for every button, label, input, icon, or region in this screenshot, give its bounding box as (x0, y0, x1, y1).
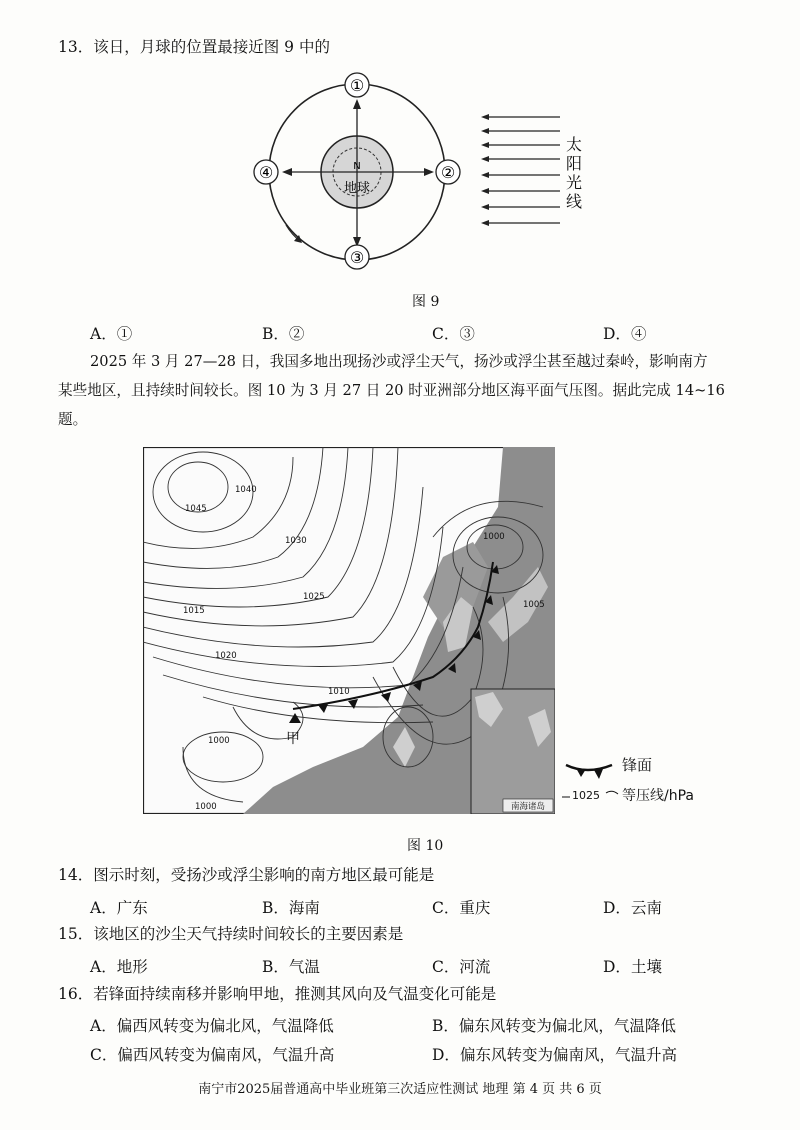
legend-front-label: 锋面 (622, 756, 653, 774)
q15-title: 15．该地区的沙尘天气持续时间较长的主要因素是 (58, 925, 404, 943)
isobar-label: 1045 (185, 504, 207, 514)
q14-option-d[interactable]: D．云南 (603, 899, 662, 917)
front-legend-icon (566, 765, 612, 770)
figure-10-caption: 图 10 (407, 838, 444, 854)
earth-label: 地球 (343, 181, 371, 196)
legend-isobar-label: 等压线/hPa (622, 788, 694, 804)
q15-option-d[interactable]: D．土壤 (603, 958, 662, 976)
legend-isobar-sample: 1025 (572, 789, 600, 802)
q16-option-b[interactable]: B．偏东风转变为偏北风，气温降低 (432, 1017, 676, 1035)
q15-option-a[interactable]: A．地形 (90, 958, 148, 976)
q13-option-a[interactable]: A．① (90, 325, 133, 343)
svg-text:④: ④ (258, 163, 274, 182)
position-2 (436, 160, 460, 184)
q16-title: 16．若锋面持续南移并影响甲地，推测其风向及气温变化可能是 (58, 985, 497, 1003)
q15-option-c[interactable]: C．河流 (432, 958, 491, 976)
intro-line-1: 2025 年 3 月 27—28 日，我国多地出现扬沙或浮尘天气，扬沙或浮尘甚至越过秦岭，影响南方 (90, 353, 708, 370)
q15-option-b[interactable]: B．气温 (262, 958, 320, 976)
intro-line-3: 题。 (58, 411, 88, 428)
arrow-right-icon (424, 168, 434, 176)
q14-option-a[interactable]: A．广东 (90, 899, 148, 917)
q13-option-b[interactable]: B．② (262, 325, 305, 343)
isobar-label: 1000 (195, 802, 217, 812)
isobar-label: 1025 (303, 592, 325, 602)
q16-option-c[interactable]: C．偏西风转变为偏南风，气温升高 (90, 1046, 335, 1064)
q16-option-a[interactable]: A．偏西风转变为偏北风，气温降低 (90, 1017, 334, 1035)
svg-text:②: ② (440, 163, 456, 182)
isobar-label: 1000 (483, 532, 505, 542)
north-label: N (353, 161, 361, 172)
svg-text:③: ③ (349, 248, 365, 267)
svg-text:①: ① (349, 76, 365, 95)
intro-line-2: 某些地区，且持续时间较长。图 10 为 3 月 27 日 20 时亚洲部分地区海平面气压图。据此完成 14~16 (58, 382, 725, 399)
isobar-label: 1020 (215, 651, 237, 661)
figure-10-map (143, 447, 555, 814)
q13-title: 13．该日，月球的位置最接近图 9 中的 (58, 38, 330, 56)
position-4 (254, 160, 278, 184)
isobar-label: 1040 (235, 485, 257, 495)
isobar-label: 1000 (208, 736, 230, 746)
q14-option-c[interactable]: C．重庆 (432, 899, 491, 917)
arrow-up-icon (353, 99, 361, 109)
q13-option-d[interactable]: D．④ (603, 325, 647, 343)
figure-9-caption: 图 9 (412, 294, 440, 310)
place-label-jia: 甲 (286, 731, 300, 747)
arrow-left-icon (282, 168, 292, 176)
isobar-label: 1010 (328, 687, 350, 697)
sunlight-label: 太阳光线 (566, 135, 583, 211)
position-1 (345, 73, 369, 97)
page-footer: 南宁市2025届普通高中毕业班第三次适应性测试 地理 第 4 页 共 6 页 (198, 1082, 602, 1097)
isobar-label: 1015 (183, 606, 205, 616)
q16-option-d[interactable]: D．偏东风转变为偏南风，气温升高 (432, 1046, 677, 1064)
q14-title: 14．图示时刻，受扬沙或浮尘影响的南方地区最可能是 (58, 866, 435, 884)
q13-option-c[interactable]: C．③ (432, 325, 475, 343)
figure-9 (240, 65, 610, 280)
position-3 (345, 245, 369, 269)
q14-option-b[interactable]: B．海南 (262, 899, 320, 917)
isobar-label: 1030 (285, 536, 307, 546)
isobar-label: 1005 (523, 600, 545, 610)
sunlight-arrows (485, 117, 560, 223)
inset-label: 南海诸岛 (510, 802, 546, 812)
